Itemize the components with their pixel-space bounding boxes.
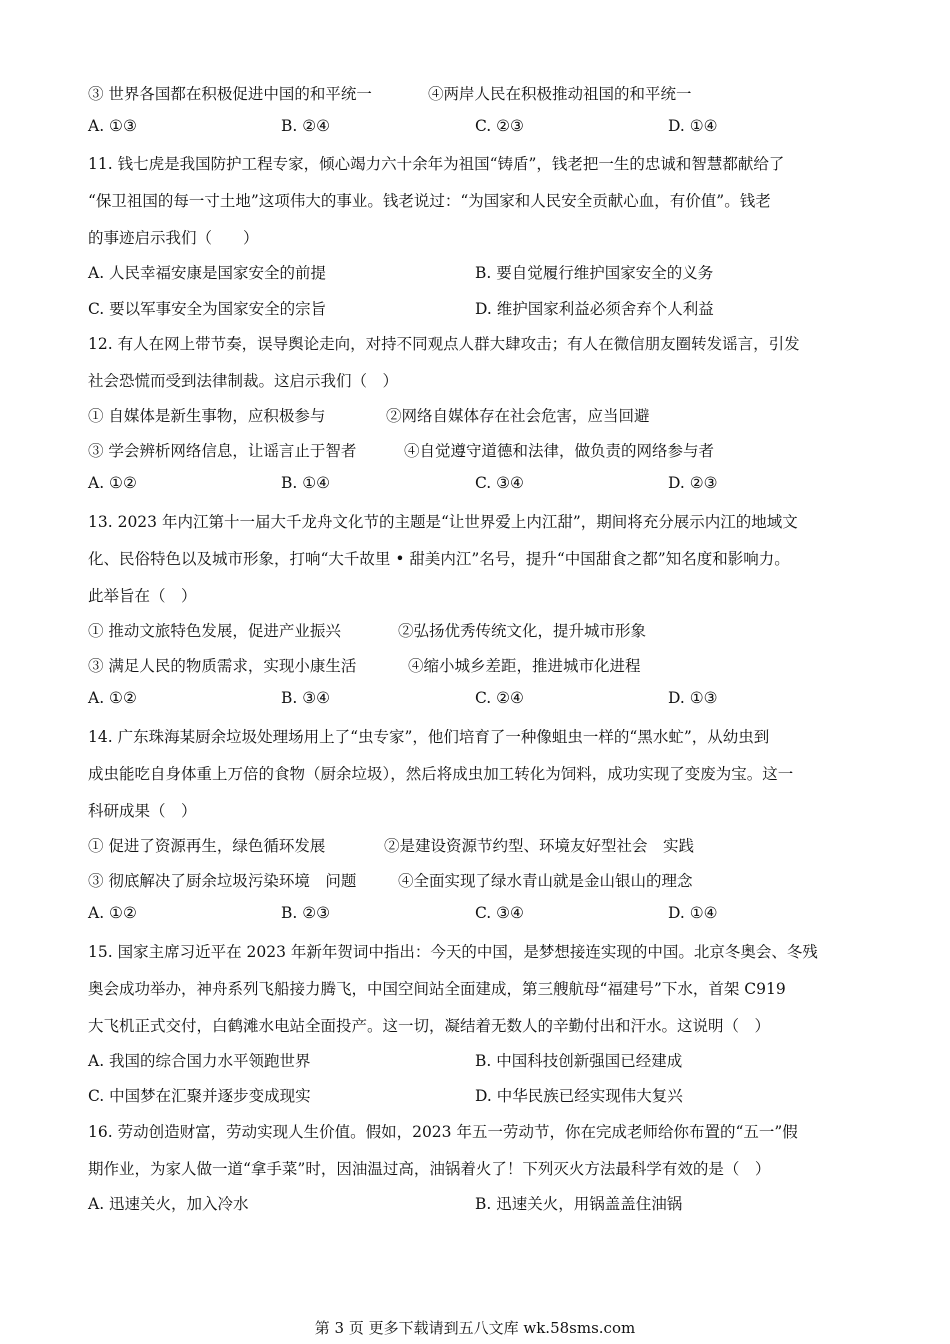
q11-choice-d: D. 维护国家利益必须舍弃个人利益 (475, 300, 714, 318)
q12-option-1: ① 自媒体是新生事物，应积极参与 (88, 407, 326, 425)
q10-choice-d: D. ①④ (668, 117, 718, 135)
q10-choice-a: A. ①③ (88, 117, 137, 135)
q15-choice-b: B. 中国科技创新强国已经建成 (475, 1052, 683, 1070)
page-footer: 第 3 页 更多下载请到五八文库 wk.58sms.com (314, 1319, 636, 1337)
q12-stem-line-2: 社会恐慌而受到法律制裁。这启示我们（ ） (88, 372, 399, 390)
q14-option-3: ③ 彻底解决了厨余垃圾污染环境 问题 (88, 872, 357, 890)
q14-stem-line-3: 科研成果（ ） (88, 802, 197, 820)
q11-choice-a: A. 人民幸福安康是国家安全的前提 (88, 264, 327, 282)
q10-choice-b: B. ②④ (281, 117, 331, 135)
q15-choice-c: C. 中国梦在汇聚并逐步变成现实 (88, 1087, 311, 1105)
q10-choice-c: C. ②③ (475, 117, 524, 135)
q12-stem-line-1: 12. 有人在网上带节奏，误导舆论走向，对持不同观点人群大肆攻击；有人在微信朋友圈转发谣言，引发 (88, 335, 800, 353)
q10-option-4: ④两岸人民在积极推动祖国的和平统一 (428, 85, 692, 103)
q13-choice-c: C. ②④ (475, 689, 524, 707)
q13-option-3: ③ 满足人民的物质需求，实现小康生活 (88, 657, 357, 675)
q13-option-2: ②弘扬优秀传统文化，提升城市形象 (398, 622, 647, 640)
q15-stem-line-2: 奥会成功举办，神舟系列飞船接力腾飞，中国空间站全面建成，第三艘航母“福建号”下水，首架 C919 (88, 980, 786, 998)
q14-choice-a: A. ①② (88, 904, 137, 922)
q15-choice-d: D. 中华民族已经实现伟大复兴 (475, 1087, 683, 1105)
q13-stem-line-3: 此举旨在（ ） (88, 587, 197, 605)
q14-choice-d: D. ①④ (668, 904, 718, 922)
q13-stem-line-2: 化、民俗特色以及城市形象，打响“大千故里 • 甜美内江”名号，提升“中国甜食之都”知名度和影响力。 (88, 550, 790, 568)
q12-choice-b: B. ①④ (281, 474, 331, 492)
q12-option-4: ④自觉遵守道德和法律，做负责的网络参与者 (404, 442, 715, 460)
q11-choice-c: C. 要以军事安全为国家安全的宗旨 (88, 300, 327, 318)
q14-option-1: ① 促进了资源再生，绿色循环发展 (88, 837, 326, 855)
q11-stem-line-2: “保卫祖国的每一寸土地”这项伟大的事业。钱老说过：“为国家和人民安全贡献心血，有价值”。钱老 (88, 192, 771, 210)
q14-stem-line-2: 成虫能吃自身体重上万倍的食物（厨余垃圾），然后将成虫加工转化为饲料，成功实现了变废为宝。这一 (88, 765, 794, 783)
q16-choice-a: A. 迅速关火，加入冷水 (88, 1195, 249, 1213)
q12-choice-d: D. ②③ (668, 474, 718, 492)
q13-choice-a: A. ①② (88, 689, 137, 707)
q10-option-3: ③ 世界各国都在积极促进中国的和平统一 (88, 85, 372, 103)
q15-stem-line-1: 15. 国家主席习近平在 2023 年新年贺词中指出：今天的中国，是梦想接连实现的中国。北京冬奥会、冬残 (88, 943, 818, 961)
q13-stem-line-1: 13. 2023 年内江第十一届大千龙舟文化节的主题是“让世界爱上内江甜”，期间将充分展示内江的地域文 (88, 513, 798, 531)
q14-option-4: ④全面实现了绿水青山就是金山银山的理念 (398, 872, 693, 890)
q16-choice-b: B. 迅速关火，用锅盖盖住油锅 (475, 1195, 683, 1213)
q16-stem-line-1: 16. 劳动创造财富，劳动实现人生价值。假如，2023 年五一劳动节，你在完成老师给你布置的“五一”假 (88, 1123, 798, 1141)
q11-choice-b: B. 要自觉履行维护国家安全的义务 (475, 264, 714, 282)
q12-option-2: ②网络自媒体存在社会危害，应当回避 (386, 407, 650, 425)
q13-option-4: ④缩小城乡差距，推进城市化进程 (408, 657, 641, 675)
q12-choice-a: A. ①② (88, 474, 137, 492)
q15-choice-a: A. 我国的综合国力水平领跑世界 (88, 1052, 311, 1070)
q13-option-1: ① 推动文旅特色发展，促进产业振兴 (88, 622, 341, 640)
q11-stem-line-1: 11. 钱七虎是我国防护工程专家，倾心竭力六十余年为祖国“铸盾”，钱老把一生的忠诚和智慧都献给了 (88, 155, 785, 173)
q14-stem-line-1: 14. 广东珠海某厨余垃圾处理场用上了“虫专家”，他们培育了一种像蛆虫一样的“黑水虻”，从幼虫到 (88, 728, 770, 746)
q12-option-3: ③ 学会辨析网络信息，让谣言止于智者 (88, 442, 357, 460)
q13-choice-d: D. ①③ (668, 689, 718, 707)
q13-choice-b: B. ③④ (281, 689, 331, 707)
q15-stem-line-3: 大飞机正式交付，白鹤滩水电站全面投产。这一切，凝结着无数人的辛勤付出和汗水。这说明（ ） (88, 1017, 771, 1035)
q14-option-2: ②是建设资源节约型、环境友好型社会 实践 (384, 837, 695, 855)
q14-choice-b: B. ②③ (281, 904, 331, 922)
q11-stem-line-3: 的事迹启示我们（ ） (88, 229, 259, 247)
q14-choice-c: C. ③④ (475, 904, 524, 922)
q12-choice-c: C. ③④ (475, 474, 524, 492)
q16-stem-line-2: 期作业，为家人做一道“拿手菜”时，因油温过高，油锅着火了！下列灭火方法最科学有效的是（ ） (88, 1160, 771, 1178)
